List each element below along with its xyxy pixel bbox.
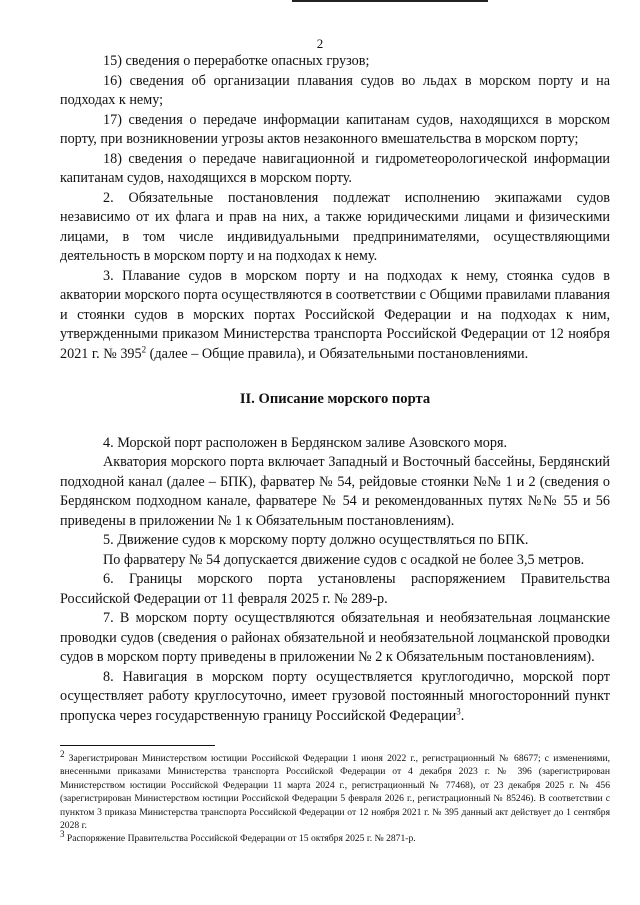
footnote-separator xyxy=(60,745,215,746)
footnotes xyxy=(60,748,610,846)
paragraph-5: 5. Движение судов к морскому порту должно осуществляться по БПК. xyxy=(103,532,529,548)
paragraph-7: 7. В морском порту осуществляются обязательная и необязательная лоцманские проводки судов (сведения о районах обязательной и необязательной лоцманской проводки судов в морском порту приведены в приложении № 2 к Обязательным постановлениям). xyxy=(60,610,610,665)
paragraph-3-tail: (далее – Общие правила), и Обязательными постановлениями. xyxy=(146,345,529,362)
paragraph-8-text: 8. Навигация в морском порту осуществляется круглогодично, морской порт осуществляет работу круглосуточно, имеет грузовой постоянный многосторонний пункт пропуска через государственную границу Российской Федерации xyxy=(60,668,610,724)
footnote-3-text: Распоряжение Правительства Российской Федерации от 15 октября 2025 г. № 2871-р. xyxy=(64,833,416,845)
paragraph-4: 4. Морской порт расположен в Бердянском заливе Азовского моря. xyxy=(103,434,508,451)
footnote-ref-3: 3 xyxy=(456,705,461,716)
list-item-17: 17) сведения о передаче информации капитанам судов, находящихся в морском порту, при возникновении угрозы актов незаконного вмешательства в морском порту; xyxy=(60,111,610,147)
paragraph-3 xyxy=(60,267,610,365)
footnote-ref-2: 2 xyxy=(141,343,147,354)
paragraph-8 xyxy=(60,668,610,727)
paragraph-6: 6. Границы морского порта установлены распоряжением Правительства Российской Федерации от 11 февраля 2025 г. № 289-р. xyxy=(60,571,610,607)
paragraph-3-text: 3. Плавание судов в морском порту и на подходах к нему, стоянка судов в акватории морского порта осуществляются в соответствии с Общими правилами плавания и стоянки судов в морских портах Российской Федерации и на подходах к ним, утвержденными приказом Министерства транспорта Российской Федерации от 12 ноября 2021 г. № 395 xyxy=(60,267,610,362)
list-item-16: 16) сведения об организации плавания судов во льдах в морском порту и на подходах к нему; xyxy=(60,72,610,108)
paragraph-2: 2. Обязательные постановления подлежат исполнению экипажами судов независимо от их флага и прав на них, а также юридическими лицами и физическими лицами, в том числе индивидуальными предпринимателями, осуществляющими деятельность в морском порту и на подходах к нему. xyxy=(60,189,610,264)
list-item-18: 18) сведения о передаче навигационной и гидрометеорологической информации капитанам судов, находящихся в морском порту. xyxy=(60,150,610,186)
footnote-3 xyxy=(60,829,610,845)
paragraph-4-aquatory: Акватория морского порта включает Западный и Восточный бассейны, Бердянский подходной канал (далее – БПК), фарватер № 54, рейдовые стоянки №№ 1 и 2 (сведения о Бердянском подходном канале, фарватере № 54 и рекомендованных путях №№ 55 и 56 приведены в приложении № 1 к Обязательным постановлениям). xyxy=(60,454,610,529)
paragraph-8-tail: . xyxy=(460,707,465,724)
list-item-15: 15) сведения о переработке опасных грузов; xyxy=(103,53,370,69)
section-heading: II. Описание морского порта xyxy=(239,391,431,407)
footnote-mark-3: 3 xyxy=(60,829,65,840)
footnote-2 xyxy=(60,748,610,832)
footnote-mark-2: 2 xyxy=(60,748,65,759)
top-edge-rule xyxy=(292,0,488,2)
page-number: 2 xyxy=(316,36,324,51)
footnote-2-text: Зарегистрирован Министерством юстиции Российской Федерации 1 июня 2022 г., регистрационный № 68677; с изменениями, внесенными приказами Министерства транспорта Российской Федерации от 4 декабря 2023 г. № 396 (зарегистрирован Министерством юстиции Российской Федерации 11 марта 2024 г., регистрационный № 77468), от 23 декабря 2025 г. № 456 (зарегистрирован Министерством юстиции Российской Федерации 5 февраля 2026 г., регистрационный № 85246). В соответствии с пунктом 3 приказа Министерства транспорта Российской Федерации от 12 ноября 2021 г. № 395 данный акт действует до 1 сентября 2028 г. xyxy=(60,753,610,832)
document-body xyxy=(60,52,610,726)
paragraph-5-fairway: По фарватеру № 54 допускается движение судов с осадкой не более 3,5 метров. xyxy=(103,551,585,568)
